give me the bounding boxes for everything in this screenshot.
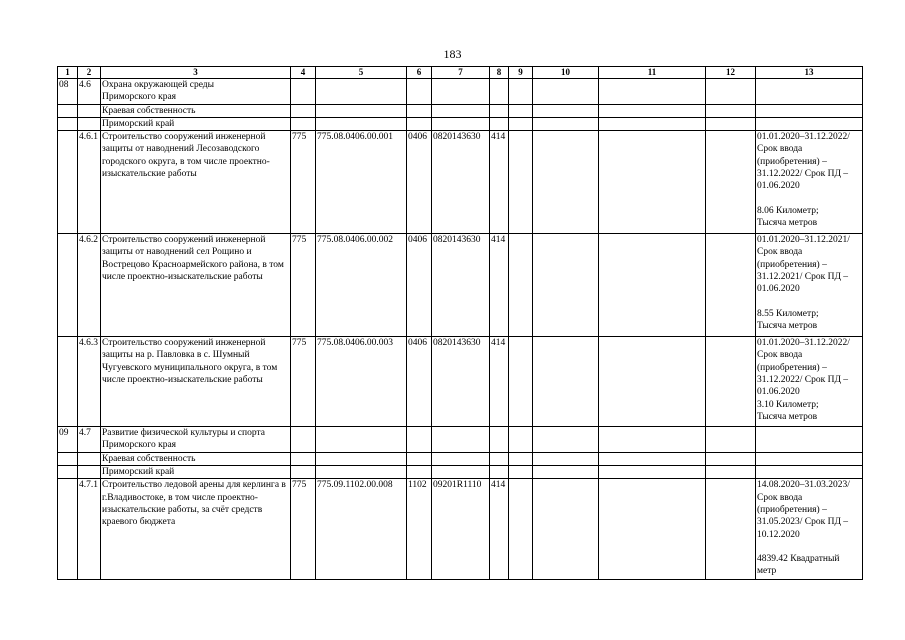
expense-type: 414 <box>490 479 509 580</box>
ownership-row <box>58 452 863 465</box>
empty-cell <box>78 466 101 479</box>
empty-cell <box>432 427 490 453</box>
empty-cell <box>316 427 407 453</box>
empty-cell <box>599 479 706 580</box>
empty-cell <box>58 131 78 234</box>
object-name: Строительство сооружений инженерной защиты от наводнений Лесозаводского городского округа, в том числе проектно-изыскательские работы <box>101 131 291 234</box>
column-header: 3 <box>101 67 291 79</box>
section-subsection: 1102 <box>407 479 432 580</box>
empty-cell <box>407 117 432 130</box>
column-header: 8 <box>490 67 509 79</box>
empty-cell <box>756 452 863 465</box>
section-subsection: 0406 <box>407 131 432 234</box>
ownership-label: Краевая собственность <box>101 104 291 117</box>
section-number: 4.6 <box>78 79 101 105</box>
empty-cell <box>599 117 706 130</box>
object-number: 4.6.1 <box>78 131 101 234</box>
empty-cell <box>78 452 101 465</box>
column-header: 9 <box>509 67 533 79</box>
empty-cell <box>706 466 756 479</box>
object-name: Строительство сооружений инженерной защиты на р. Павловка в с. Шумный Чугуевского муниципального округа, в том числе проектно-изыскательские работы <box>101 337 291 427</box>
expense-type: 414 <box>490 337 509 427</box>
column-header: 2 <box>78 67 101 79</box>
empty-cell <box>407 79 432 105</box>
empty-cell <box>599 466 706 479</box>
empty-cell <box>490 466 509 479</box>
section-subsection: 0406 <box>407 234 432 337</box>
column-header: 4 <box>291 67 316 79</box>
column-header: 10 <box>533 67 599 79</box>
empty-cell <box>533 234 599 337</box>
empty-cell <box>533 337 599 427</box>
object-name: Строительство ледовой арены для керлинга в г.Владивостоке, в том числе проектно-изыскательские работы, за счёт средств краевого бюджета <box>101 479 291 580</box>
empty-cell <box>58 104 78 117</box>
empty-cell <box>706 479 756 580</box>
empty-cell <box>291 104 316 117</box>
ownership-row <box>58 104 863 117</box>
empty-cell <box>490 117 509 130</box>
target-article: 0820143630 <box>432 131 490 234</box>
empty-cell <box>706 234 756 337</box>
empty-cell <box>58 479 78 580</box>
empty-cell <box>432 117 490 130</box>
empty-cell <box>58 337 78 427</box>
empty-cell <box>509 79 533 105</box>
empty-cell <box>599 337 706 427</box>
empty-cell <box>407 427 432 453</box>
section-code: 08 <box>58 79 78 105</box>
empty-cell <box>533 104 599 117</box>
grbs-code: 775 <box>291 479 316 580</box>
empty-cell <box>407 104 432 117</box>
object-number: 4.6.3 <box>78 337 101 427</box>
empty-cell <box>756 466 863 479</box>
empty-cell <box>706 337 756 427</box>
empty-cell <box>316 79 407 105</box>
object-code: 775.08.0406.00.003 <box>316 337 407 427</box>
object-code: 775.08.0406.00.001 <box>316 131 407 234</box>
section-code: 09 <box>58 427 78 453</box>
page-number: 183 <box>443 47 462 61</box>
empty-cell <box>533 131 599 234</box>
empty-cell <box>291 79 316 105</box>
grbs-code: 775 <box>291 234 316 337</box>
empty-cell <box>599 234 706 337</box>
empty-cell <box>78 117 101 130</box>
empty-cell <box>509 234 533 337</box>
empty-cell <box>599 104 706 117</box>
column-header: 7 <box>432 67 490 79</box>
section-row <box>58 427 863 453</box>
empty-cell <box>706 104 756 117</box>
empty-cell <box>533 466 599 479</box>
table-row <box>58 131 863 234</box>
empty-cell <box>58 452 78 465</box>
object-name: Строительство сооружений инженерной защиты от наводнений сел Рощино и Вострецово Красноармейского района, в том числе проектно-изыскательские работы <box>101 234 291 337</box>
empty-cell <box>533 117 599 130</box>
column-header: 11 <box>599 67 706 79</box>
empty-cell <box>432 79 490 105</box>
region-label: Приморский край <box>101 466 291 479</box>
section-title: Развитие физической культуры и спорта Приморского края <box>101 427 291 453</box>
table-row <box>58 337 863 427</box>
timeline-capacity: 01.01.2020–31.12.2022/ Срок ввода (приобретения) – 31.12.2022/ Срок ПД – 01.06.2020 8.06 Километр; Тысяча метров <box>756 131 863 234</box>
section-row <box>58 79 863 105</box>
empty-cell <box>316 104 407 117</box>
ownership-label: Краевая собственность <box>101 452 291 465</box>
empty-cell <box>509 337 533 427</box>
empty-cell <box>509 479 533 580</box>
empty-cell <box>599 427 706 453</box>
timeline-capacity: 01.01.2020–31.12.2021/ Срок ввода (приобретения) – 31.12.2021/ Срок ПД – 01.06.2020 8.55 Километр; Тысяча метров <box>756 234 863 337</box>
object-code: 775.08.0406.00.002 <box>316 234 407 337</box>
section-subsection: 0406 <box>407 337 432 427</box>
object-number: 4.6.2 <box>78 234 101 337</box>
empty-cell <box>706 427 756 453</box>
empty-cell <box>316 117 407 130</box>
investment-objects-table <box>57 66 863 580</box>
section-number: 4.7 <box>78 427 101 453</box>
empty-cell <box>291 452 316 465</box>
empty-cell <box>78 104 101 117</box>
table-row <box>58 479 863 580</box>
empty-cell <box>432 466 490 479</box>
empty-cell <box>490 79 509 105</box>
empty-cell <box>291 466 316 479</box>
empty-cell <box>291 427 316 453</box>
empty-cell <box>533 427 599 453</box>
empty-cell <box>509 452 533 465</box>
empty-cell <box>58 117 78 130</box>
empty-cell <box>756 104 863 117</box>
empty-cell <box>756 117 863 130</box>
empty-cell <box>706 117 756 130</box>
header-row <box>58 67 863 79</box>
empty-cell <box>509 131 533 234</box>
column-header: 12 <box>706 67 756 79</box>
grbs-code: 775 <box>291 337 316 427</box>
column-header: 5 <box>316 67 407 79</box>
empty-cell <box>316 466 407 479</box>
empty-cell <box>756 79 863 105</box>
expense-type: 414 <box>490 131 509 234</box>
empty-cell <box>490 452 509 465</box>
empty-cell <box>599 79 706 105</box>
timeline-capacity: 14.08.2020–31.03.2023/ Срок ввода (приобретения) – 31.05.2023/ Срок ПД – 10.12.2020 4839.42 Квадратный метр <box>756 479 863 580</box>
empty-cell <box>533 452 599 465</box>
region-label: Приморский край <box>101 117 291 130</box>
object-code: 775.09.1102.00.008 <box>316 479 407 580</box>
region-row <box>58 466 863 479</box>
empty-cell <box>490 427 509 453</box>
empty-cell <box>490 104 509 117</box>
empty-cell <box>316 452 407 465</box>
empty-cell <box>509 466 533 479</box>
column-header: 1 <box>58 67 78 79</box>
empty-cell <box>599 452 706 465</box>
column-header: 6 <box>407 67 432 79</box>
grbs-code: 775 <box>291 131 316 234</box>
target-article: 0820143630 <box>432 337 490 427</box>
empty-cell <box>291 117 316 130</box>
empty-cell <box>58 466 78 479</box>
object-number: 4.7.1 <box>78 479 101 580</box>
empty-cell <box>407 452 432 465</box>
empty-cell <box>432 104 490 117</box>
empty-cell <box>533 79 599 105</box>
expense-type: 414 <box>490 234 509 337</box>
target-article: 0820143630 <box>432 234 490 337</box>
target-article: 09201R1110 <box>432 479 490 580</box>
empty-cell <box>706 452 756 465</box>
section-title: Охрана окружающей среды Приморского края <box>101 79 291 105</box>
empty-cell <box>407 466 432 479</box>
empty-cell <box>533 479 599 580</box>
empty-cell <box>432 452 490 465</box>
empty-cell <box>706 79 756 105</box>
empty-cell <box>706 131 756 234</box>
empty-cell <box>599 131 706 234</box>
empty-cell <box>756 427 863 453</box>
empty-cell <box>509 117 533 130</box>
table-row <box>58 234 863 337</box>
empty-cell <box>509 104 533 117</box>
empty-cell <box>58 234 78 337</box>
column-header: 13 <box>756 67 863 79</box>
empty-cell <box>509 427 533 453</box>
region-row <box>58 117 863 130</box>
timeline-capacity: 01.01.2020–31.12.2022/ Срок ввода (приобретения) – 31.12.2022/ Срок ПД – 01.06.2020 3.10 Километр; Тысяча метров <box>756 337 863 427</box>
